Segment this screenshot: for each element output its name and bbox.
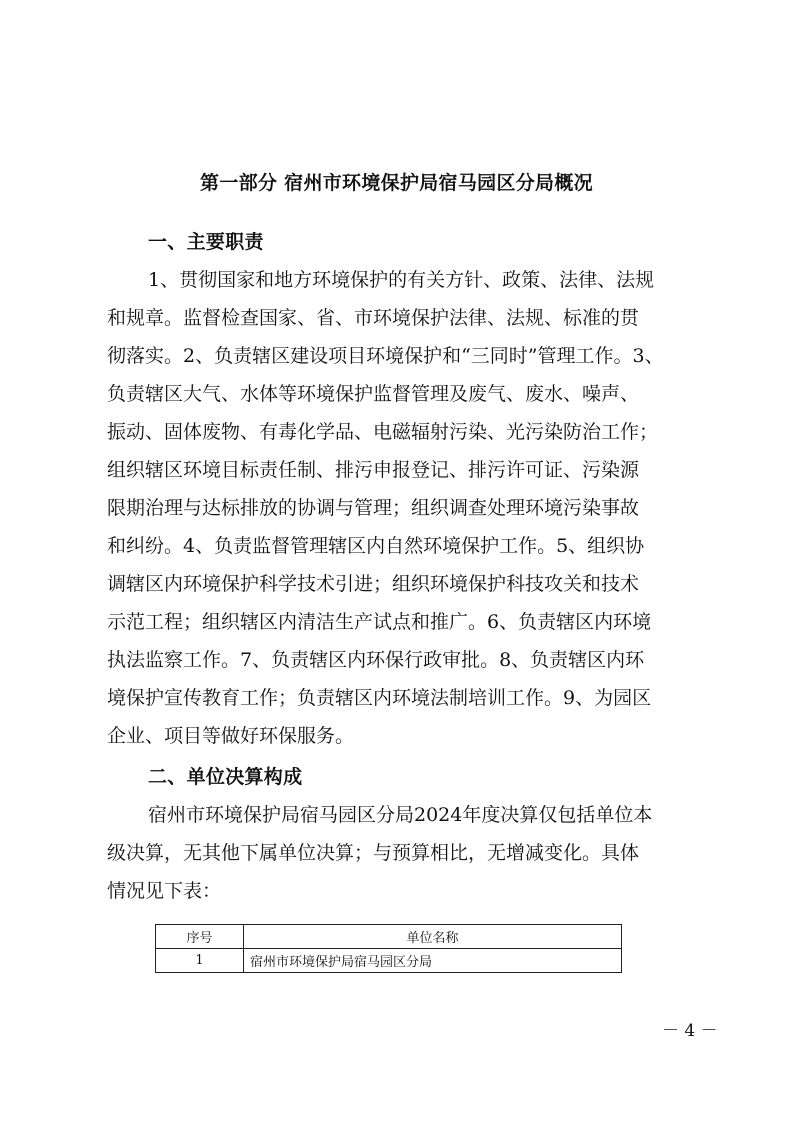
duties-line: 负责辖区大气、水体等环境保护监督管理及废气、废水、噪声、 bbox=[107, 383, 640, 405]
duties-line: 示范工程；组织辖区内清洁生产试点和推广。6、负责辖区内环境 bbox=[107, 611, 652, 633]
section-title: 第一部分 宿州市环境保护局宿马园区分局概况 bbox=[200, 172, 593, 194]
table-header-row bbox=[156, 925, 622, 949]
duties-line: 境保护宣传教育工作；负责辖区内环境法制培训工作。9、为园区 bbox=[107, 687, 652, 709]
table-cell-unit-name: 宿州市环境保护局宿马园区分局 bbox=[244, 949, 622, 973]
duties-line: 调辖区内环境保护科学技术引进；组织环境保护科技攻关和技术 bbox=[107, 573, 640, 595]
composition-line: 宿州市环境保护局宿马园区分局2024年度决算仅包括单位本 bbox=[148, 804, 653, 826]
composition-line: 级决算，无其他下属单位决算；与预算相比，无增减变化。具体 bbox=[107, 842, 640, 864]
duties-line: 执法监察工作。7、负责辖区内环保行政审批。8、负责辖区内环 bbox=[107, 649, 645, 671]
duties-line: 企业、项目等做好环保服务。 bbox=[107, 725, 355, 747]
table-cell-index: 1 bbox=[156, 949, 244, 973]
column-header-unit-name: 单位名称 bbox=[244, 925, 622, 949]
duties-line: 彻落实。2、负责辖区建设项目环境保护和“三同时”管理工作。3、 bbox=[107, 345, 664, 367]
duties-line: 和纠纷。4、负责监督管理辖区内自然环境保护工作。5、组织协 bbox=[107, 535, 645, 557]
heading-main-duties: 一、主要职责 bbox=[148, 231, 264, 253]
duties-line: 振动、固体废物、有毒化学品、电磁辐射污染、光污染防治工作； bbox=[107, 421, 659, 443]
table-row bbox=[156, 949, 622, 973]
duties-line: 和规章。监督检查国家、省、市环境保护法律、法规、标准的贯 bbox=[107, 307, 640, 329]
page-number: － 4 － bbox=[662, 1021, 718, 1041]
duties-line: 组织辖区环境目标责任制、排污申报登记、排污许可证、污染源 bbox=[107, 459, 640, 481]
duties-line: 1、贯彻国家和地方环境保护的有关方针、政策、法律、法规 bbox=[148, 269, 655, 291]
composition-line: 情况见下表： bbox=[107, 880, 222, 902]
column-header-index: 序号 bbox=[156, 925, 244, 949]
heading-unit-composition: 二、单位决算构成 bbox=[148, 766, 303, 788]
duties-line: 限期治理与达标排放的协调与管理；组织调查处理环境污染事故 bbox=[107, 497, 640, 519]
unit-table bbox=[155, 924, 622, 973]
